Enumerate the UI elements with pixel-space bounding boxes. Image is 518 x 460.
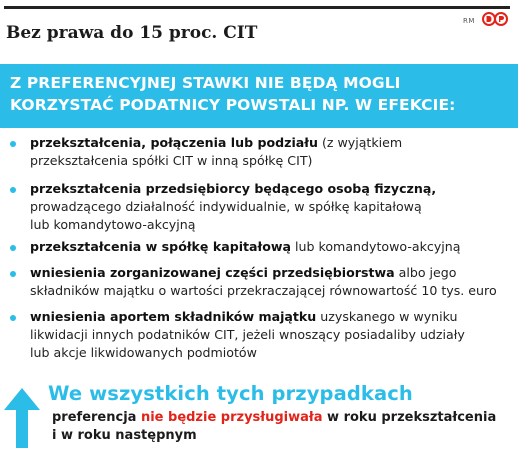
conclusion-text: i w roku następnym bbox=[52, 428, 197, 443]
top-rule bbox=[4, 6, 510, 9]
item-text: albo jego bbox=[394, 265, 457, 280]
item-bold: przekształcenia przedsiębiorcy będącego osobą fizyczną, bbox=[30, 181, 437, 196]
banner-line-2: KORZYSTAĆ PODATNICY POWSTALI NP. W EFEKCIE: bbox=[10, 96, 456, 114]
conclusion-heading: We wszystkich tych przypadkach bbox=[48, 382, 413, 405]
item-text: lub akcje likwidowanych podmiotów bbox=[30, 345, 257, 360]
bullet-icon bbox=[10, 271, 16, 277]
item-bold: wniesienia aportem składników majątku bbox=[30, 309, 317, 324]
author-credit: RM bbox=[463, 17, 475, 25]
bullet-icon bbox=[10, 245, 16, 251]
banner-line-1: Z PREFERENCYJNEJ STAWKI NIE BĘDĄ MOGLI bbox=[10, 74, 401, 92]
item-text: (z wyjątkiem bbox=[317, 135, 403, 150]
item-text: lub komandytowo-akcyjną bbox=[30, 217, 196, 232]
item-bold: wniesienia zorganizowanej części przedsiębiorstwa bbox=[30, 265, 395, 280]
item-text: lub komandytowo-akcyjną bbox=[291, 239, 461, 254]
banner-text bbox=[10, 72, 510, 116]
banner bbox=[0, 64, 518, 128]
item-text: uzyskanego w wyniku bbox=[316, 309, 458, 324]
arrow-up-icon bbox=[4, 388, 40, 448]
list-item bbox=[10, 180, 515, 234]
dziennik-gazeta-prawna-logo bbox=[482, 12, 508, 26]
item-text: prowadzącego działalność indywidualnie, w spółkę kapitałową bbox=[30, 199, 422, 214]
page-title: Bez prawa do 15 proc. CIT bbox=[6, 23, 258, 43]
bullet-icon bbox=[10, 141, 16, 147]
item-text: przekształcenia spółki CIT w inną spółkę CIT) bbox=[30, 153, 313, 168]
item-bold: przekształcenia, połączenia lub podziału bbox=[30, 135, 318, 150]
conclusion-text: w roku przekształcenia bbox=[322, 410, 497, 425]
conclusion-text: preferencja bbox=[52, 410, 141, 425]
conclusion-highlight: nie będzie przysługiwała bbox=[140, 410, 323, 425]
bullet-icon bbox=[10, 315, 16, 321]
conclusion-body bbox=[52, 409, 496, 445]
list-item bbox=[10, 264, 515, 300]
item-text: składników majątku o wartości przekraczającej równowartość 10 tys. euro bbox=[30, 283, 497, 298]
item-text: likwidacji innych podatników CIT, jeżeli wnoszący posiadaliby udziały bbox=[30, 327, 465, 342]
list-item bbox=[10, 308, 515, 362]
bullet-icon bbox=[10, 187, 16, 193]
list-item bbox=[10, 134, 515, 170]
item-bold: przekształcenia w spółkę kapitałową bbox=[30, 239, 292, 254]
list-item bbox=[10, 238, 515, 256]
